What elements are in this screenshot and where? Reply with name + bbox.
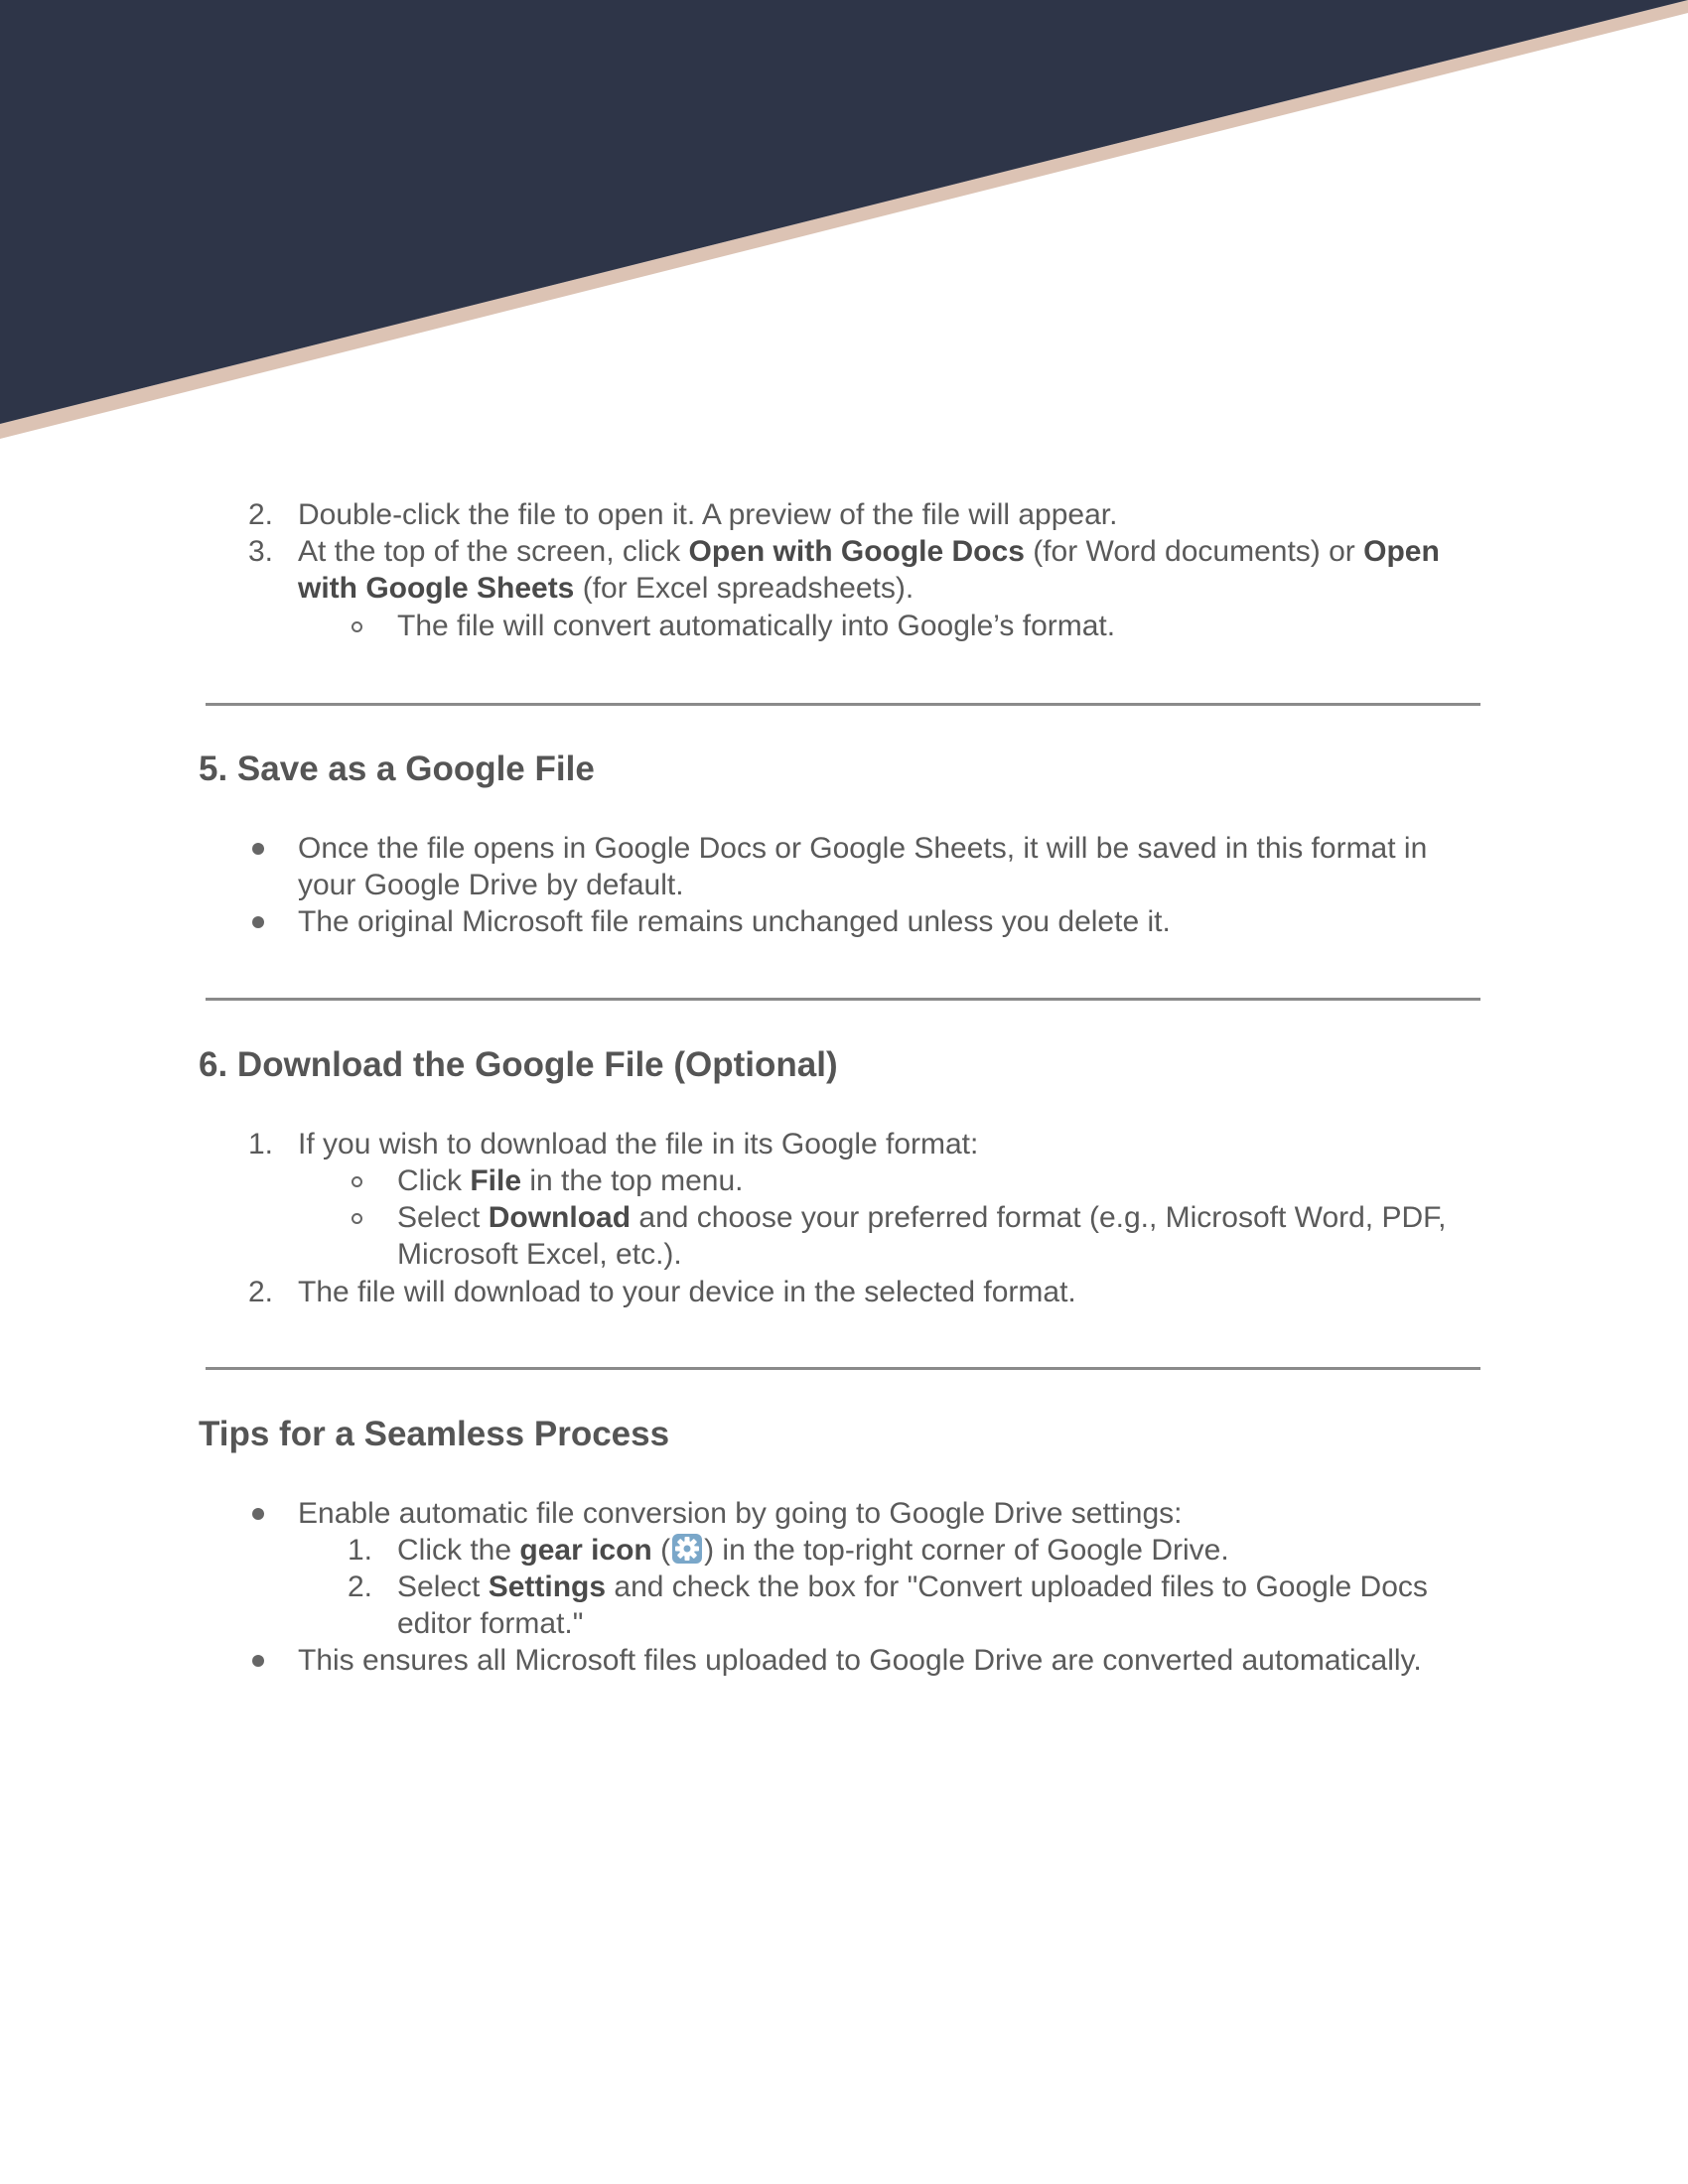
- bullet-dot: [252, 1508, 264, 1520]
- tips-heading: Tips for a Seamless Process: [199, 1415, 670, 1453]
- step4-item-3-line2: with Google Sheets (for Excel spreadsheets).: [298, 572, 914, 605]
- section-6-heading: 6. Download the Google File (Optional): [199, 1045, 838, 1084]
- tips-bullet-2: This ensures all Microsoft files uploaded to Google Drive are converted automatically.: [298, 1644, 1422, 1677]
- section6-sub-item-2-line2: Microsoft Excel, etc.).: [397, 1238, 682, 1271]
- section5-bullet-1-line1: Once the file opens in Google Docs or Google Sheets, it will be saved in this format in: [298, 832, 1428, 865]
- step4-sub-item: The file will convert automatically into Google’s format.: [397, 610, 1116, 642]
- gear-icon: [670, 1532, 704, 1566]
- sub-bullet-circle: [352, 1213, 362, 1224]
- horizontal-rule: [206, 703, 1480, 706]
- step4-item-2: Double-click the file to open it. A preview of the file will appear.: [298, 498, 1118, 531]
- horizontal-rule: [206, 1367, 1480, 1370]
- bullet-dot: [252, 916, 264, 928]
- list-number: 1.: [348, 1534, 373, 1567]
- header-banner: [0, 0, 1688, 457]
- tips-sub-item-2-line2: editor format.": [397, 1607, 584, 1640]
- section6-sub-item-1: Click File in the top menu.: [397, 1164, 744, 1197]
- section-5-heading: 5. Save as a Google File: [199, 750, 595, 788]
- tips-sub-item-2-line1: Select Settings and check the box for "Convert uploaded files to Google Docs: [397, 1570, 1428, 1603]
- section6-item-2: The file will download to your device in the selected format.: [298, 1276, 1076, 1308]
- section5-bullet-2: The original Microsoft file remains unchanged unless you delete it.: [298, 905, 1171, 938]
- list-number: 2.: [348, 1570, 373, 1603]
- section6-sub-item-2-line1: Select Download and choose your preferred format (e.g., Microsoft Word, PDF,: [397, 1201, 1447, 1234]
- list-number: 3.: [248, 535, 274, 568]
- section5-bullet-1-line2: your Google Drive by default.: [298, 869, 684, 901]
- step4-item-3-line1: At the top of the screen, click Open with Google Docs (for Word documents) or Open: [298, 535, 1440, 568]
- bullet-dot: [252, 843, 264, 855]
- horizontal-rule: [206, 998, 1480, 1001]
- list-number: 2.: [248, 498, 274, 531]
- tips-sub-item-1: Click the gear icon ( ) in the top-right corner of Google Drive.: [397, 1534, 1229, 1567]
- sub-bullet-circle: [352, 621, 362, 632]
- section6-item-1: If you wish to download the file in its Google format:: [298, 1128, 979, 1160]
- bullet-dot: [252, 1655, 264, 1667]
- sub-bullet-circle: [352, 1176, 362, 1187]
- tips-bullet-1: Enable automatic file conversion by going to Google Drive settings:: [298, 1497, 1183, 1530]
- list-number: 2.: [248, 1276, 274, 1308]
- list-number: 1.: [248, 1128, 274, 1160]
